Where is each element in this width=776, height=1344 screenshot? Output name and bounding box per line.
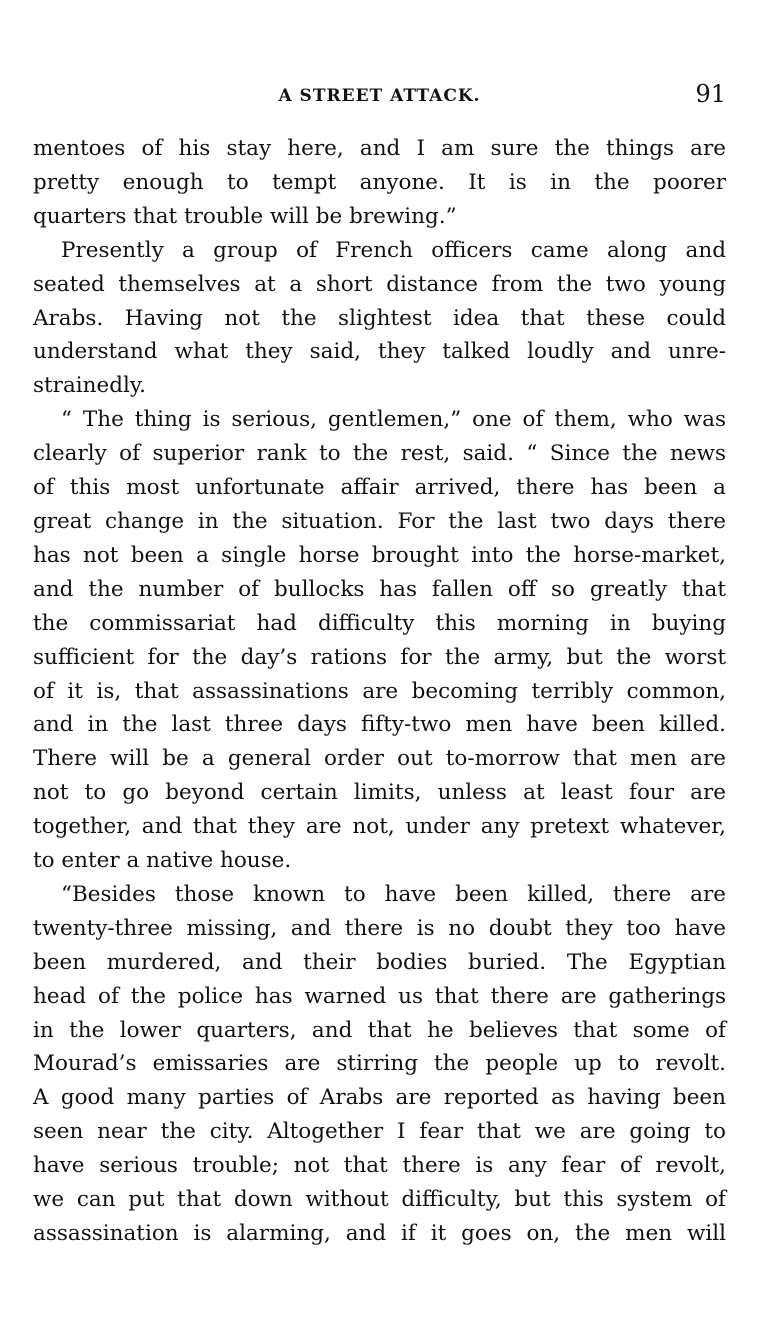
text-line: have serious trouble; not that there is any fear of revolt,: [33, 1153, 726, 1179]
text-line: of this most unfortunate affair arrived, there has been a: [33, 475, 726, 501]
paragraph-start-line: “Besides those known to have been killed, there are: [61, 881, 726, 907]
text-line: and the number of bullocks has fallen off so greatly that: [33, 576, 726, 602]
text-line: not to go beyond certain limits, unless at least four are: [33, 780, 726, 806]
text-line: has not been a single horse brought into the horse-market,: [33, 542, 726, 568]
text-line: the commissariat had difficulty this morning in buying: [33, 610, 726, 636]
text-line: quarters that trouble will be brewing.”: [33, 203, 457, 229]
running-title: A STREET ATTACK.: [278, 86, 481, 106]
text-line: understand what they said, they talked loudly and unre-: [33, 339, 726, 365]
text-line: together, and that they are not, under any pretext whatever,: [33, 814, 726, 840]
text-line: head of the police has warned us that there are gatherings: [33, 983, 726, 1009]
text-line: sufficient for the day’s rations for the army, but the worst: [33, 644, 726, 670]
paragraph-start-line: Presently a group of French officers came along and: [61, 237, 726, 263]
text-line: assassination is alarming, and if it goes on, the men will: [33, 1221, 726, 1246]
text-line: seen near the city. Altogether I fear that we are going to: [33, 1119, 726, 1145]
text-line: Arabs. Having not the slightest idea that these could: [33, 305, 726, 331]
text-line: great change in the situation. For the last two days there: [33, 508, 726, 534]
text-line: seated themselves at a short distance from the two young: [33, 271, 726, 297]
text-line: strainedly.: [33, 373, 146, 399]
text-line: and in the last three days fifty-two men have been killed.: [33, 712, 726, 738]
text-line: There will be a general order out to-morrow that men are: [33, 746, 726, 772]
body-text: [33, 132, 726, 1251]
text-line: twenty-three missing, and there is no doubt they too have: [33, 915, 726, 941]
text-line: Mourad’s emissaries are stirring the people up to revolt.: [33, 1051, 726, 1077]
page-number: 91: [695, 80, 726, 108]
text-line: mentoes of his stay here, and I am sure the things are: [33, 136, 726, 161]
text-line: A good many parties of Arabs are reported as having been: [33, 1085, 726, 1111]
text-line: pretty enough to tempt anyone. It is in the poorer: [33, 169, 726, 195]
text-line: in the lower quarters, and that he believes that some of: [33, 1017, 726, 1043]
text-line: of it is, that assassinations are becoming terribly common,: [33, 678, 726, 704]
paragraph-start-line: “ The thing is serious, gentlemen,” one of them, who was: [61, 407, 726, 433]
text-line: to enter a native house.: [33, 848, 292, 874]
text-line: we can put that down without difficulty, but this system of: [33, 1187, 726, 1213]
page-header: [33, 80, 726, 112]
text-line: been murdered, and their bodies buried. The Egyptian: [33, 949, 726, 975]
text-line: clearly of superior rank to the rest, said. “ Since the news: [33, 441, 726, 467]
